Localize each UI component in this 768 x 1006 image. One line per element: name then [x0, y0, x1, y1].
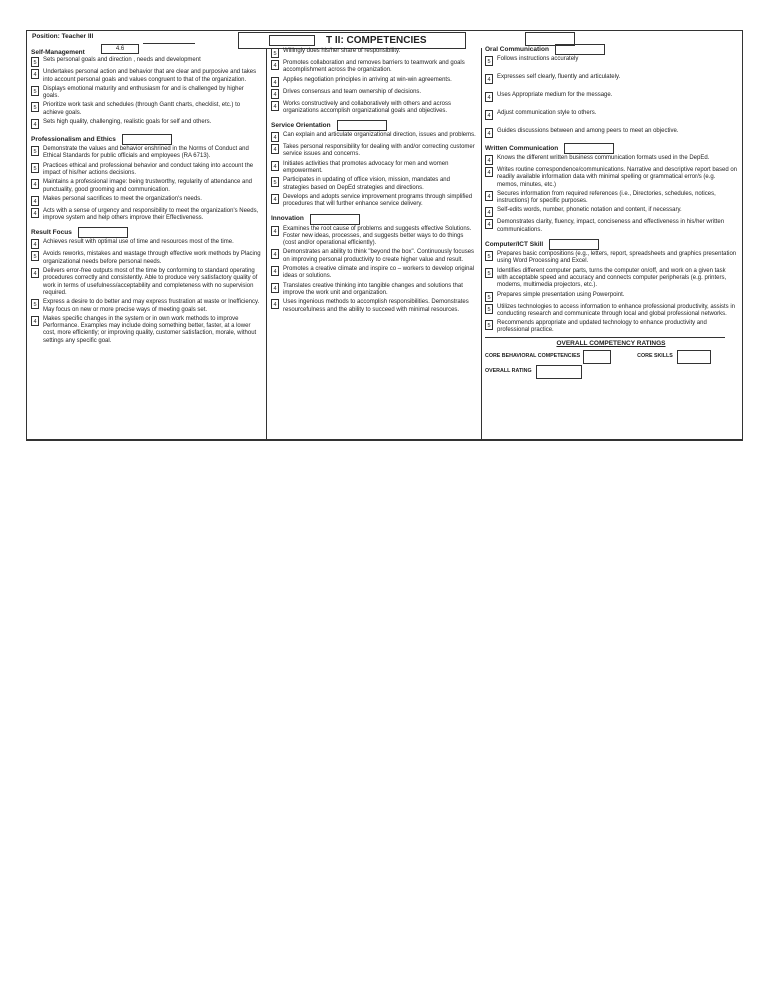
overall-row-rating: [485, 365, 737, 379]
rating-box: 5: [31, 57, 39, 67]
list-item: 4 Adjust communication style to others.: [485, 110, 737, 120]
column-divider-2: [481, 48, 482, 440]
form-bottom-line: [26, 440, 743, 441]
ict-skill-list: [485, 251, 737, 335]
ict-skill-rating-box: [549, 239, 599, 250]
average-rating-box: 4.6: [101, 44, 139, 54]
list-item: 4 Maintains a professional image: being trustworthy, regularity of attendance and punctuality, good grooming and communication.: [31, 179, 261, 194]
rating-box: 4: [271, 249, 279, 259]
list-item: 5 Avoids reworks, mistakes and wastage through effective work methods by Placing organizational needs before personal needs.: [31, 251, 261, 266]
rating-box: 4: [271, 101, 279, 111]
position-label: Position: Teacher III: [32, 33, 94, 40]
list-item: 4 Uses Appropriate medium for the message.: [485, 92, 737, 102]
professionalism-list: [31, 146, 261, 222]
service-orientation-heading: Service Orientation: [271, 120, 477, 131]
rating-box: 5: [485, 56, 493, 66]
rating-box: 4: [271, 283, 279, 293]
list-item: 5 Follows instructions accurately: [485, 56, 737, 66]
rating-box: 5: [485, 251, 493, 261]
list-item: 5 Identifies different computer parts, turns the computer on/off, and work on a given task with acceptable speed and accuracy and connects computer peripherals (e.g. printers, modems, multimedia projectors, etc.).: [485, 268, 737, 290]
list-item: 4 Works constructively and collaboratively with others and across organizations accomplish organizational goals and objectives.: [271, 101, 477, 116]
rating-box: 5: [31, 86, 39, 96]
column-3: [485, 42, 737, 379]
column-divider-1: [266, 48, 267, 440]
rating-box: 4: [485, 191, 493, 201]
list-item: 5 Displays emotional maturity and enthusiasm for and is challenged by higher goals.: [31, 86, 261, 101]
written-communication-heading: Written Communication: [485, 143, 737, 154]
list-item: 4 Writes routine correspondence/communications. Narrative and descriptive report based on readily available information data with minimal spelling or grammatical error/s (e.g. memos, minutes, etc.): [485, 167, 737, 189]
rating-box: 5: [485, 292, 493, 302]
rating-box: 5: [31, 299, 39, 309]
written-communication-rating-box: [564, 143, 614, 154]
column-2: [271, 47, 477, 316]
rating-box: 4: [485, 219, 493, 229]
rating-box: 5: [271, 177, 279, 187]
list-item: 4 Self-edits words, number, phonetic notation and content, if necessary.: [485, 207, 737, 217]
rating-box: 4: [485, 155, 493, 165]
rating-box: 4: [271, 60, 279, 70]
list-item: 4 Acts with a sense of urgency and responsibility to meet the organization's Needs, improve system and help others improve their Effectiveness.: [31, 208, 261, 223]
list-item: 4 Sets high quality, challenging, realistic goals for self and others.: [31, 119, 261, 129]
core-skills-box: [677, 350, 711, 364]
part-title-overlay-box: [269, 35, 315, 46]
overall-rating-label: OVERALL RATING: [485, 368, 532, 375]
list-item: 5 Prepares simple presentation using Powerpoint.: [485, 292, 737, 302]
rating-box: 5: [31, 146, 39, 156]
list-item: 4 Undertakes personal action and behavior that are clear and purposive and takes into account personal goals and values congruent to that of the organization.: [31, 69, 261, 84]
rating-box: 5: [485, 304, 493, 314]
list-item: 4 Guides discussions between and among peers to meet an objective.: [485, 128, 737, 138]
overall-rating-box: [536, 365, 582, 379]
list-item: 4 Expresses self clearly, fluently and articulately.: [485, 74, 737, 84]
list-item: 4 Knows the different written business communication formats used in the DepEd.: [485, 155, 737, 165]
result-focus-heading: Result Focus: [31, 227, 261, 238]
list-item: 5 Participates in updating of office vision, mission, mandates and strategies based on DepEd strategies and directions.: [271, 177, 477, 192]
list-item: 4 Develops and adopts service improvement programs through simplified procedures that will further enhance service delivery.: [271, 194, 477, 209]
rating-box: 4: [485, 92, 493, 102]
list-item: 4 Applies negotiation principles in arriving at win-win agreements.: [271, 77, 477, 87]
list-item: 4 Secures information from required references (i.e., Directories, schedules, notices, instructions) for specific purposes.: [485, 191, 737, 206]
rating-box: 4: [271, 132, 279, 142]
result-focus-rating-box: [78, 227, 128, 238]
list-item: 5 Express a desire to do better and may express frustration at waste or Inefficiency. May focus on new or more precise ways of meeting goals set.: [31, 299, 261, 314]
rating-box: 4: [31, 208, 39, 218]
list-item: 4 Delivers error-free outputs most of the time by conforming to standard operating procedures correctly and consistently. Able to produce very satisfactory quality of work in terms of usefulness/acceptability and completeness with no supervision required.: [31, 268, 261, 297]
list-item: 4 Promotes a creative climate and inspire co – workers to develop original ideas or solutions.: [271, 266, 477, 281]
list-item: 4 Examines the root cause of problems and suggests effective Solutions. Foster new ideas, processes, and suggests better ways to do things (cost and/or operational efficiently).: [271, 226, 477, 248]
list-item: 4 Demonstrates an ability to think "beyond the box". Continuously focuses on improving personal productivity to create higher value and result.: [271, 249, 477, 264]
rating-box: 4: [485, 167, 493, 177]
overall-row-core: [485, 350, 737, 364]
service-orientation-rating-box: [337, 120, 387, 131]
ict-skill-heading: Computer/ICT Skill: [485, 239, 737, 250]
rating-box: 4: [271, 226, 279, 236]
list-item: 4 Achieves result with optimal use of time and resources most of the time.: [31, 239, 261, 249]
innovation-list: [271, 226, 477, 314]
column-1: [31, 44, 261, 347]
rating-box: 4: [31, 196, 39, 206]
rating-box: 4: [271, 266, 279, 276]
rating-box: 4: [485, 207, 493, 217]
oral-communication-rating-box: [555, 44, 605, 55]
rating-box: 4: [31, 316, 39, 326]
list-item: 4 Drives consensus and team ownership of decisions.: [271, 89, 477, 99]
rating-box: 4: [31, 119, 39, 129]
list-item: 4 Uses ingenious methods to accomplish responsibilities. Demonstrates resourcefulness and the ability to succeed with minimal resources.: [271, 299, 477, 314]
result-focus-list: [31, 239, 261, 345]
rating-box: 5: [31, 163, 39, 173]
core-behavioral-label: CORE BEHAVIORAL COMPETENCIES: [485, 353, 581, 360]
list-item: 5 Willingly does his/her share of responsibility.: [271, 48, 477, 58]
self-management-heading: Self-Management: [31, 49, 85, 56]
list-item: 4 Makes personal sacrifices to meet the organization's needs.: [31, 196, 261, 206]
rating-box: 4: [271, 89, 279, 99]
rating-box: 4: [271, 77, 279, 87]
list-item: 5 Practices ethical and professional behavior and conduct taking into account the impact of his/her actions decisions.: [31, 163, 261, 178]
list-item: 4 Makes specific changes in the system or in own work methods to improve Performance. Examples may include doing something better, faster, at a lower cost, more efficiently; or improving quality, customer satisfaction, morale, without settings any specific goal.: [31, 316, 261, 345]
list-item: 4 Initiates activities that promotes advocacy for men and women empowerment.: [271, 161, 477, 176]
oral-communication-heading: Oral Communication: [485, 44, 737, 55]
list-item: 5 Demonstrate the values and behavior enshrined in the Norms of Conduct and Ethical Standards for public officials and employees (RA 6713).: [31, 146, 261, 161]
self-management-list: [31, 57, 261, 129]
professionalism-heading: Professionalism and Ethics: [31, 134, 261, 145]
oral-communication-list: [485, 56, 737, 138]
rating-box: 5: [31, 251, 39, 261]
rating-box: 5: [485, 320, 493, 330]
rating-box: 4: [31, 268, 39, 278]
rating-box: 5: [271, 48, 279, 58]
list-item: 4 Demonstrates clarity, fluency, impact, conciseness and effectiveness in his/her written communications.: [485, 219, 737, 234]
rating-box: 4: [271, 194, 279, 204]
list-item: 5 Sets personal goals and direction , needs and development: [31, 57, 261, 67]
list-item: 5 Prepares basic compositions (e.g., letters, report, spreadsheets and graphics presentation using Word Processing and Excel.: [485, 251, 737, 266]
core-skills-label: CORE SKILLS: [637, 353, 673, 360]
list-item: 4 Promotes collaboration and removes barriers to teamwork and goals accomplishment across the organization.: [271, 60, 477, 75]
list-item: 4 Can explain and articulate organizational direction, issues and problems.: [271, 132, 477, 142]
written-communication-list: [485, 155, 737, 234]
rating-box: 4: [271, 161, 279, 171]
overall-divider: [485, 337, 725, 338]
rating-box: 4: [31, 239, 39, 249]
rating-box: 5: [31, 102, 39, 112]
rating-box: 4: [271, 299, 279, 309]
list-item: 5 Recommends appropriate and updated technology to enhance productivity and professional practice.: [485, 320, 737, 335]
rating-box: 4: [31, 179, 39, 189]
innovation-heading: Innovation: [271, 214, 477, 225]
service-orientation-list: [271, 132, 477, 208]
part-title: T II: COMPETENCIES: [326, 35, 427, 46]
rating-box: 4: [485, 128, 493, 138]
rating-box: 5: [485, 268, 493, 278]
innovation-rating-box: [310, 214, 360, 225]
list-item: 5 Prioritize work task and schedules (through Gantt charts, checklist, etc.) to achieve goals.: [31, 102, 261, 117]
rating-box: 4: [271, 144, 279, 154]
core-behavioral-box: [583, 350, 611, 364]
list-item: 5 Utilizes technologies to access information to enhance professional productivity, assists in conducting research and communicate through local and global professional networks.: [485, 304, 737, 319]
rating-box: 4: [485, 74, 493, 84]
rating-box: 4: [485, 110, 493, 120]
teamwork-list: [271, 48, 477, 115]
professionalism-rating-box: [122, 134, 172, 145]
overall-ratings-title: OVERALL COMPETENCY RATINGS: [556, 339, 666, 347]
rating-box: 4: [31, 69, 39, 79]
list-item: 4 Takes personal responsibility for dealing with and/or correcting customer service issues and concerns.: [271, 144, 477, 159]
list-item: 4 Translates creative thinking into tangible changes and solutions that improve the work unit and organization.: [271, 283, 477, 298]
